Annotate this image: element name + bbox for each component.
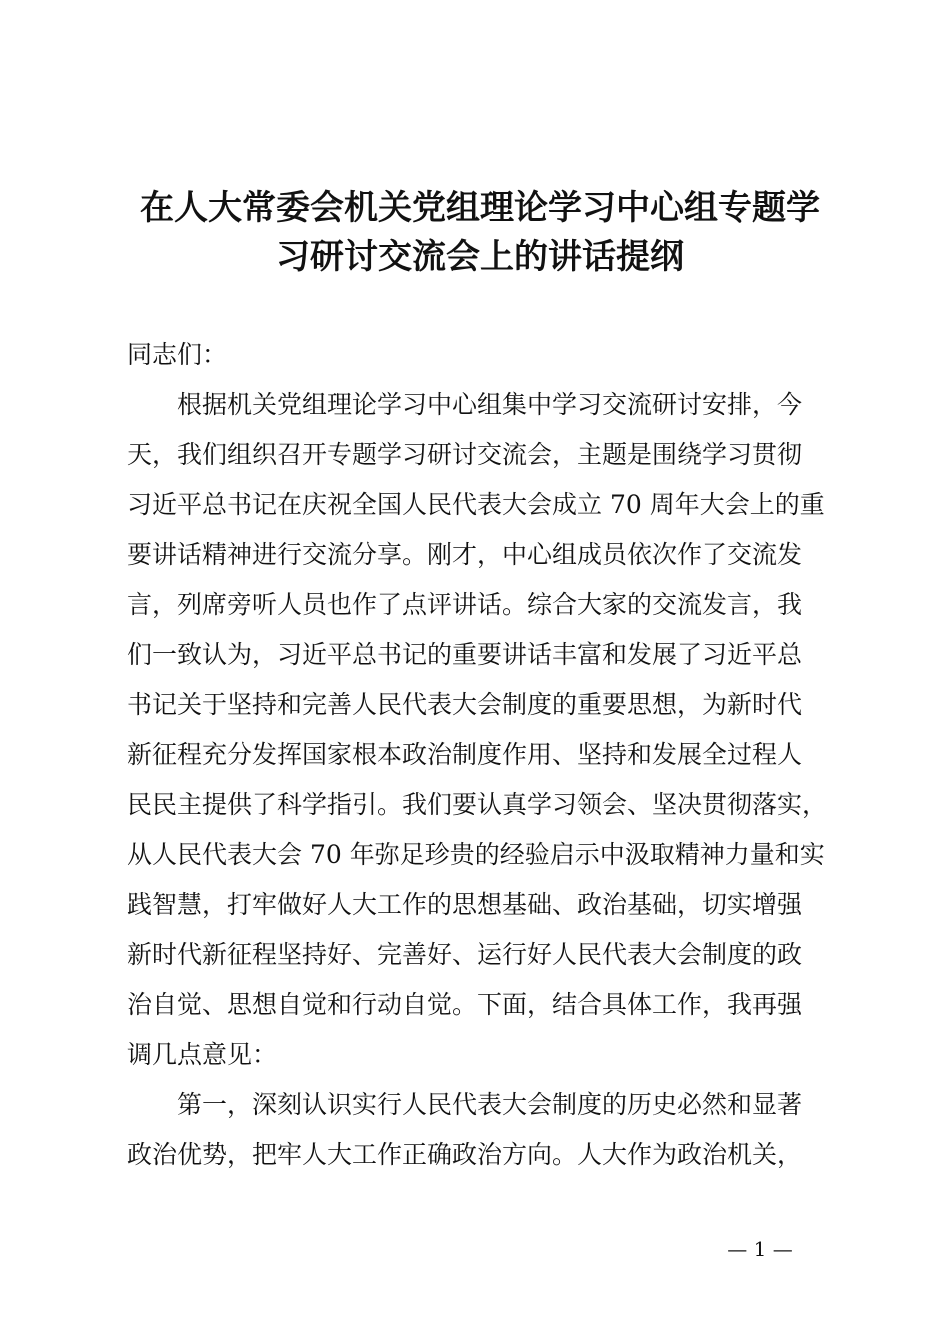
paragraph-1-line: 治自觉、思想自觉和行动自觉。下面，结合具体工作，我再强: [127, 990, 803, 1019]
paragraph-1-line: 书记关于坚持和完善人民代表大会制度的重要思想，为新时代: [127, 690, 803, 719]
document-title-line-1: 在人大常委会机关党组理论学习中心组专题学: [140, 188, 820, 228]
paragraph-1-line: 调几点意见：: [127, 1040, 278, 1069]
paragraph-1-line: 践智慧，打牢做好人大工作的思想基础、政治基础，切实增强: [127, 890, 803, 919]
paragraph-1-line: 天，我们组织召开专题学习研讨交流会，主题是围绕学习贯彻: [127, 440, 803, 469]
paragraph-2-line: 第一，深刻认识实行人民代表大会制度的历史必然和显著: [177, 1090, 803, 1119]
paragraph-1-line: 从人民代表大会 70 年弥足珍贵的经验启示中汲取精神力量和实: [127, 840, 825, 869]
paragraph-1-line: 新时代新征程坚持好、完善好、运行好人民代表大会制度的政: [127, 940, 803, 969]
document-title-line-2: 习研讨交流会上的讲话提纲: [276, 237, 684, 277]
paragraph-1-line: 习近平总书记在庆祝全国人民代表大会成立 70 周年大会上的重: [127, 490, 825, 519]
salutation: 同志们：: [127, 340, 228, 369]
paragraph-2-line: 政治优势，把牢人大工作正确政治方向。人大作为政治机关，: [127, 1140, 803, 1169]
paragraph-1-line: 根据机关党组理论学习中心组集中学习交流研讨安排，今: [177, 390, 803, 419]
paragraph-1-line: 新征程充分发挥国家根本政治制度作用、坚持和发展全过程人: [127, 740, 803, 769]
page-number: — 1 —: [727, 1237, 793, 1261]
paragraph-1-line: 言，列席旁听人员也作了点评讲话。综合大家的交流发言，我: [127, 590, 803, 619]
paragraph-1-line: 民民主提供了科学指引。我们要认真学习领会、坚决贯彻落实，: [127, 790, 828, 819]
paragraph-1-line: 要讲话精神进行交流分享。刚才，中心组成员依次作了交流发: [127, 540, 803, 569]
paragraph-1-line: 们一致认为，习近平总书记的重要讲话丰富和发展了习近平总: [127, 640, 803, 669]
